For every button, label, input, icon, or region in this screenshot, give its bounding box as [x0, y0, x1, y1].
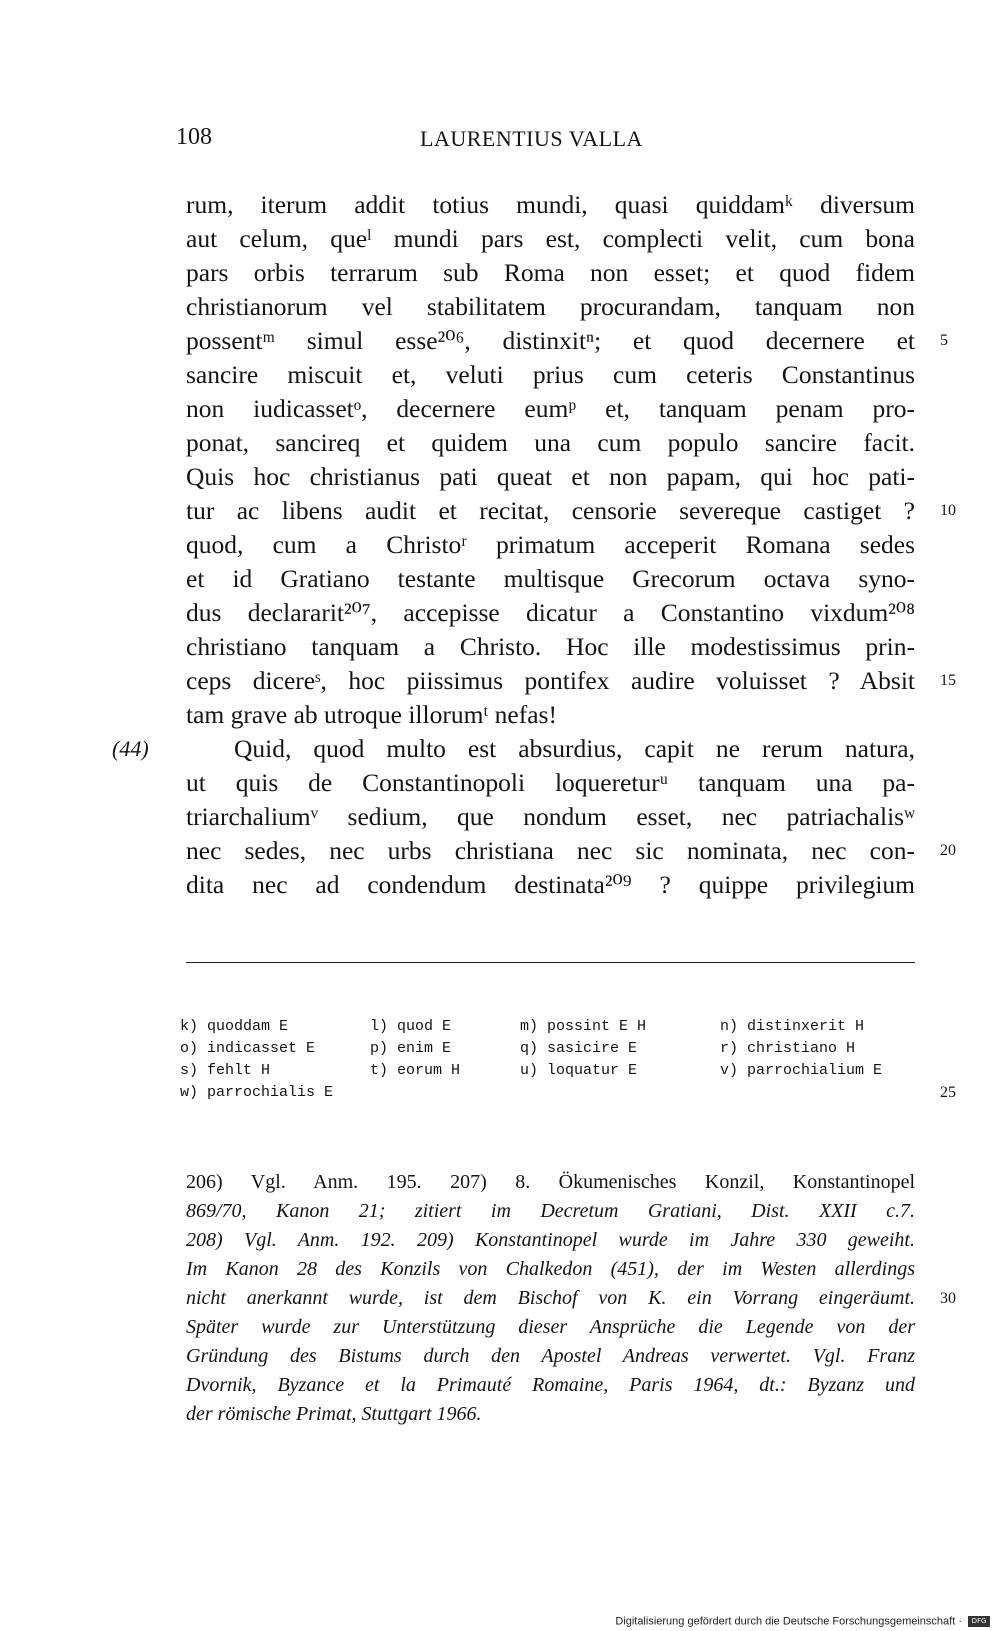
footnote-divider [186, 962, 915, 963]
commentary-line: 206) Vgl. Anm. 195. 207) 8. Ökumenisches Konzil, Konstantinopel [186, 1171, 915, 1193]
text-line: triarchaliumᵛ sedium, que nondum esset, nec patriachalisʷ [186, 802, 915, 831]
commentary-line: Später wurde zur Unterstützung dieser Ansprüche die Legende von der [186, 1316, 915, 1338]
apparatus-row [0, 1038, 1000, 1060]
apparatus-entry: n) distinxerit H [720, 1018, 865, 1035]
apparatus-entry: p) enim E [370, 1040, 452, 1057]
text-line: Quis hoc christianus pati queat et non papam, qui hoc pati- [186, 462, 915, 491]
apparatus-row [0, 1082, 1000, 1104]
apparatus-entry: v) parrochialium E [720, 1062, 883, 1079]
footer-text: Digitalisierung gefördert durch die Deutsche Forschungsgemeinschaft · [615, 1615, 962, 1628]
text-line: non iudicassetᵒ, decernere eumᵖ et, tanquam penam pro- [186, 394, 915, 423]
apparatus-entry: w) parrochialis E [180, 1084, 334, 1101]
apparatus-entry: o) indicasset E [180, 1040, 316, 1057]
apparatus-entry: s) fehlt H [180, 1062, 271, 1079]
text-line: quod, cum a Christoʳ primatum acceperit Romana sedes [186, 530, 915, 559]
commentary-line: Gründung des Bistums durch den Apostel Andreas verwertet. Vgl. Franz [186, 1345, 915, 1367]
commentary-line: Dvornik, Byzance et la Primauté Romaine, Paris 1964, dt.: Byzanz und [186, 1374, 915, 1396]
line-number: 25 [940, 1084, 956, 1101]
text-line: ceps dicereˢ, hoc piissimus pontifex audire voluisset ? Absit [186, 666, 915, 695]
text-line: rum, iterum addit totius mundi, quasi quiddamᵏ diversum [186, 190, 915, 219]
section-margin-note: (44) [112, 736, 149, 761]
dfg-logo: DFG [968, 1616, 990, 1627]
page-header [0, 124, 1000, 154]
line-number: 20 [940, 842, 956, 859]
text-line: possentᵐ simul esse²⁰⁶, distinxitⁿ; et quod decernere et [186, 326, 915, 355]
apparatus-row [0, 1016, 1000, 1038]
text-line: aut celum, queˡ mundi pars est, complecti velit, cum bona [186, 224, 915, 253]
text-line: ut quis de Constantinopoli loquereturᵘ tanquam una pa- [186, 768, 915, 797]
apparatus-row [0, 1060, 1000, 1082]
commentary-line: Im Kanon 28 des Konzils von Chalkedon (451), der im Westen allerdings [186, 1258, 915, 1280]
text-line: Quid, quod multo est absurdius, capit ne rerum natura, [234, 734, 915, 763]
text-line: sancire miscuit et, veluti prius cum ceteris Constantinus [186, 360, 915, 389]
commentary-line: nicht anerkannt wurde, ist dem Bischof von K. ein Vorrang eingeräumt. [186, 1287, 915, 1309]
text-line: dita nec ad condendum destinata²⁰⁹ ? quippe privilegium [186, 870, 915, 899]
apparatus-entry: t) eorum H [370, 1062, 461, 1079]
commentary-line: der römische Primat, Stuttgart 1966. [186, 1403, 482, 1425]
text-line: et id Gratiano testante multisque Grecorum octava syno- [186, 564, 915, 593]
running-title: LAURENTIUS VALLA [420, 126, 643, 151]
digitization-footer [615, 1612, 990, 1628]
line-number: 5 [940, 332, 948, 349]
apparatus-entry: q) sasicire E [520, 1040, 638, 1057]
text-line: dus declararit²⁰⁷, accepisse dicatur a Constantino vixdum²⁰⁸ [186, 598, 915, 627]
line-number: 10 [940, 502, 956, 519]
commentary-line: 208) Vgl. Anm. 192. 209) Konstantinopel wurde im Jahre 330 geweiht. [186, 1229, 915, 1251]
page-number: 108 [176, 124, 212, 150]
text-line: christianorum vel stabilitatem procurandam, tanquam non [186, 292, 915, 321]
text-line: nec sedes, nec urbs christiana nec sic nominata, nec con- [186, 836, 915, 865]
line-number: 15 [940, 672, 956, 689]
commentary-line: 869/70, Kanon 21; zitiert im Decretum Gratiani, Dist. XXII c.7. [186, 1200, 915, 1222]
line-number: 30 [940, 1290, 956, 1307]
text-line: christiano tanquam a Christo. Hoc ille modestissimus prin- [186, 632, 915, 661]
apparatus-entry: r) christiano H [720, 1040, 856, 1057]
text-line: ponat, sancireq et quidem una cum populo sancire facit. [186, 428, 915, 457]
text-line: pars orbis terrarum sub Roma non esset; et quod fidem [186, 258, 915, 287]
apparatus-entry: k) quoddam E [180, 1018, 289, 1035]
apparatus-entry: u) loquatur E [520, 1062, 638, 1079]
text-line: tam grave ab utroque illorumᵗ nefas! [186, 700, 557, 729]
apparatus-entry: l) quod E [370, 1018, 452, 1035]
text-line: tur ac libens audit et recitat, censorie severeque castiget ? [186, 496, 915, 525]
apparatus-entry: m) possint E H [520, 1018, 647, 1035]
